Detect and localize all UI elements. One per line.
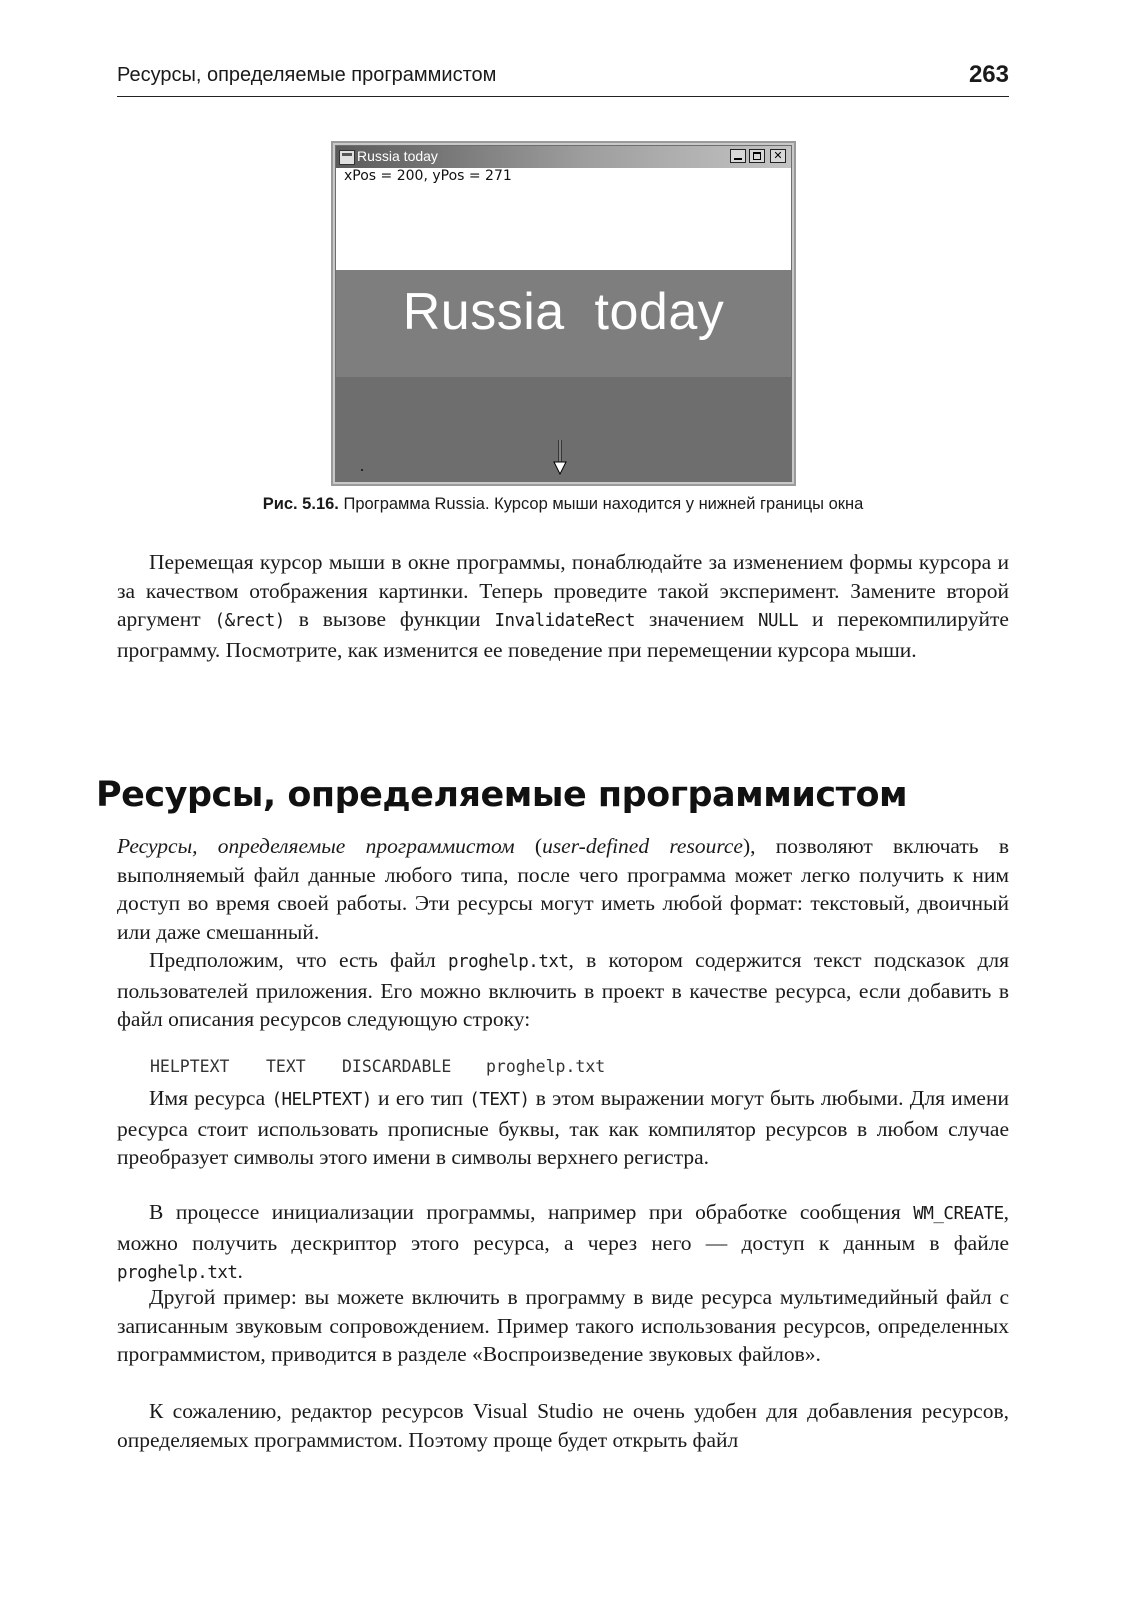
window-titlebar: [336, 146, 791, 168]
code-wm-create: WM_CREATE: [913, 1204, 1004, 1224]
window-frame: [335, 145, 792, 482]
code-token: HELPTEXT: [150, 1057, 230, 1076]
term-italic: Ресурсы, определяемые программистом: [117, 834, 515, 858]
pixel-dot: [361, 469, 363, 471]
code-filename: proghelp.txt: [448, 952, 569, 972]
paragraph-7: К сожалению, редактор ресурсов Visual Studio не очень удобен для добавления ресурсов, определяемых программистом. Поэтому проще будет открыть файл: [117, 1399, 1009, 1452]
minimize-icon: [730, 149, 746, 163]
paragraph-4: Имя ресурса (HELPTEXT) и его тип (TEXT) в этом выражении могут быть любыми. Для имени ресурса стоит использовать прописные буквы, так как компилятор ресурсов в любом случае преобразует символы этого имени в символы верхнего регистра.: [117, 1086, 1009, 1169]
code-text: (TEXT): [469, 1090, 530, 1110]
code-rect: (&rect): [214, 611, 285, 631]
code-helptext: (HELPTEXT): [271, 1090, 372, 1110]
code-line: [150, 1057, 605, 1076]
term-english: user-defined resource: [542, 834, 743, 858]
position-readout: xPos = 200, yPos = 271: [344, 168, 512, 184]
code-null: NULL: [757, 611, 799, 631]
code-filename: proghelp.txt: [117, 1263, 238, 1283]
figure-caption: [117, 495, 1009, 514]
maximize-icon: [749, 149, 765, 163]
code-token: TEXT: [266, 1057, 306, 1076]
running-title: Ресурсы, определяемые программистом: [117, 64, 497, 86]
paragraph-2: Ресурсы, определяемые программистом (user-defined resource), позволяют включать в выполняемый файл данные любого типа, после чего программа может легко получить к ним доступ во время своей работы. Эти ресурсы могут иметь любой формат: текстовый, двоичный или даже смешанный.: [117, 834, 1009, 944]
caption-text: Программа Russia. Курсор мыши находится у нижней границы окна: [338, 495, 864, 513]
code-token: DISCARDABLE: [342, 1057, 452, 1076]
paragraph-1: Перемещая курсор мыши в окне программы, понаблюдайте за изменением формы курсора и за качеством отображения картинки. Теперь проведите такой эксперимент. Замените второй аргумент (&rect) в вызове функции InvalidateRect значением NULL и перекомпилируйте программу. Посмотрите, как изменится ее поведение при перемещении курсора мыши.: [117, 550, 1009, 662]
window-title: Russia today: [357, 148, 438, 164]
caption-label: Рис. 5.16.: [262, 495, 339, 513]
banner-band: [336, 270, 791, 377]
system-menu-icon: [339, 150, 355, 165]
window-client-area: [336, 168, 791, 481]
banner-text: Russia today: [402, 283, 725, 341]
section-title: Ресурсы, определяемые программистом: [96, 775, 908, 815]
page-number: 263: [968, 61, 1009, 88]
window-screenshot: [331, 141, 796, 486]
resize-cursor-icon: [553, 440, 567, 476]
paragraph-6: Другой пример: вы можете включить в программу в виде ресурса мультимедийный файл с записанным звуковым сопровождением. Пример такого использования ресурсов, определенных программистом, приводится в разделе «Воспроизведение звуковых файлов».: [117, 1285, 1009, 1366]
paragraph-3: Предположим, что есть файл proghelp.txt, в котором содержится текст подсказок для пользователей приложения. Его можно включить в проект в качестве ресурса, если добавить в файл описания ресурсов следующую строку:: [117, 948, 1010, 1031]
running-head: [117, 60, 1009, 97]
close-icon: ✕: [770, 149, 786, 163]
code-invalidaterect: InvalidateRect: [494, 611, 635, 631]
code-token: proghelp.txt: [486, 1057, 606, 1076]
paragraph-5: В процессе инициализации программы, например при обработке сообщения WM_CREATE, можно получить дескриптор этого ресурса, а через него — доступ к данным в файле proghelp.txt.: [117, 1200, 1009, 1283]
